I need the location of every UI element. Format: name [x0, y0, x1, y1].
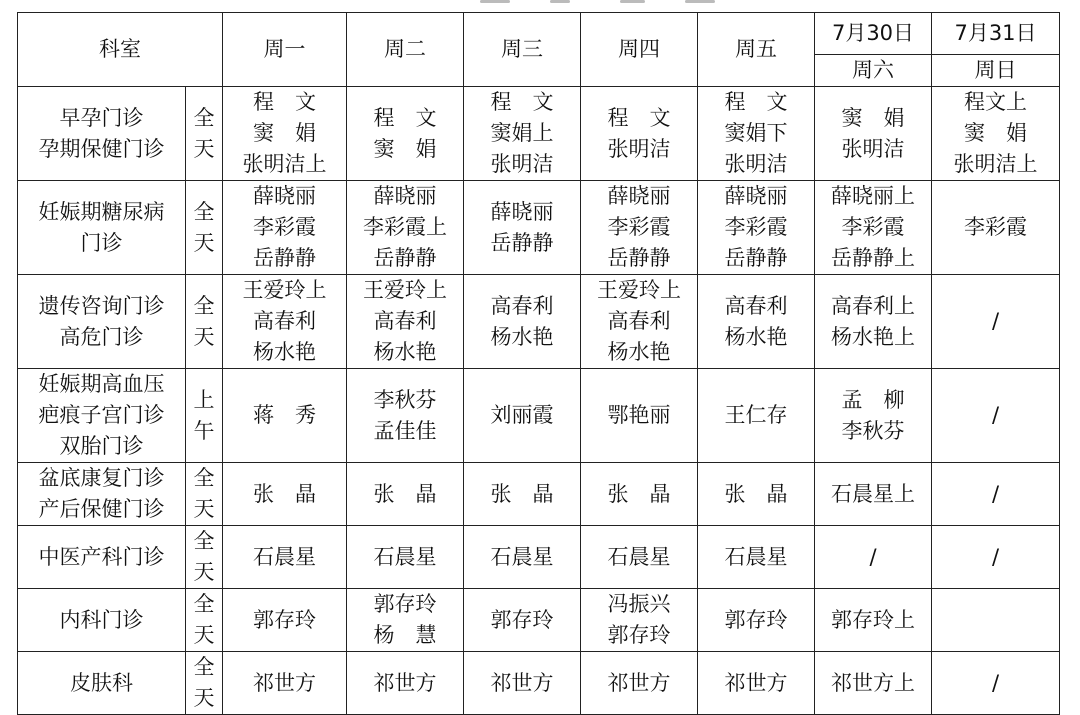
doctor-name: 高春利上 [831, 293, 915, 318]
dept-name [18, 181, 186, 275]
dept-name-line: 皮肤科 [70, 670, 133, 695]
weekend-day-header: 周六 [815, 55, 932, 87]
schedule-row [18, 652, 1060, 715]
doctor-name: 李彩霞 [841, 215, 905, 239]
doctor-name: / [991, 309, 1000, 333]
doctor-name: 张明洁上 [953, 152, 1038, 176]
doctor-cell [932, 369, 1060, 463]
doctor-name: 高春利 [373, 309, 437, 333]
dept-name-line: 中医产科门诊 [38, 544, 165, 569]
weekday-header: 周三 [464, 13, 581, 87]
doctor-cell [932, 463, 1060, 526]
doctor-name: 李彩霞 [607, 215, 671, 239]
doctor-name: 李彩霞 [724, 215, 788, 239]
session-label [186, 275, 223, 369]
doctor-cell [347, 463, 464, 526]
doctor-name: 岳静静 [373, 246, 437, 270]
doctor-name: 杨水艳上 [831, 324, 915, 349]
dept-name-line: 疤痕子宫门诊 [38, 403, 165, 427]
doctor-cell [464, 589, 581, 652]
dept-name-line: 门诊 [80, 230, 123, 255]
doctor-cell [223, 87, 347, 181]
doctor-name: 王仁存 [724, 403, 788, 427]
doctor-name: 石晨星 [607, 544, 671, 569]
doctor-cell [581, 369, 698, 463]
doctor-cell [464, 652, 581, 715]
schedule-row [18, 275, 1060, 369]
doctor-name: 薛晓丽 [253, 184, 316, 208]
session-char: 天 [193, 324, 215, 349]
doctor-cell [932, 275, 1060, 369]
dept-name-line: 孕期保健门诊 [38, 136, 165, 161]
doctor-cell [223, 369, 347, 463]
doctor-name: 李彩霞 [964, 215, 1027, 239]
doctor-name: 程 文 [253, 90, 316, 114]
doctor-name: 王爱玲上 [242, 278, 327, 302]
session-char: 天 [193, 497, 215, 521]
doctor-cell [815, 87, 932, 181]
session-char: 上 [193, 387, 215, 412]
doctor-cell [698, 181, 815, 275]
doctor-name: 杨水艳 [373, 340, 437, 364]
doctor-name: 岳静静上 [831, 246, 915, 270]
doctor-name: 高春利 [724, 293, 788, 318]
doctor-name: / [991, 403, 1000, 427]
doctor-cell [698, 652, 815, 715]
doctor-name: 张 晶 [253, 481, 316, 506]
doctor-cell [698, 275, 815, 369]
doctor-name: 李秋芬 [841, 418, 905, 443]
doctor-name: 郭存玲 [490, 607, 554, 632]
doctor-name: 岳静静 [724, 246, 788, 270]
doctor-name: 岳静静 [490, 230, 554, 255]
header-row [18, 13, 1060, 55]
doctor-cell [347, 181, 464, 275]
doctor-cell [698, 526, 815, 589]
doctor-name: 郭存玲 [253, 607, 316, 632]
doctor-name: 石晨星 [724, 544, 788, 569]
weekend-day-header: 周日 [932, 55, 1060, 87]
schedule-row [18, 526, 1060, 589]
dept-name [18, 275, 186, 369]
doctor-cell [581, 526, 698, 589]
doctor-cell [464, 87, 581, 181]
doctor-name: 高春利 [490, 293, 554, 318]
dept-name [18, 589, 186, 652]
doctor-cell [347, 369, 464, 463]
doctor-name: 程 文 [490, 90, 554, 114]
doctor-cell [223, 652, 347, 715]
doctor-name: 杨水艳 [607, 340, 671, 364]
doctor-cell [698, 589, 815, 652]
session-char: 全 [193, 655, 215, 679]
schedule-row [18, 181, 1060, 275]
dept-name [18, 87, 186, 181]
weekday-header: 周二 [347, 13, 464, 87]
dept-name [18, 526, 186, 589]
doctor-cell [932, 589, 1060, 652]
session-char: 天 [193, 623, 215, 647]
session-char: 午 [193, 418, 215, 443]
doctor-cell [815, 275, 932, 369]
doctor-cell [815, 526, 932, 589]
top-edge-artifact [470, 0, 730, 6]
doctor-cell [347, 87, 464, 181]
doctor-name: 石晨星上 [831, 481, 915, 506]
doctor-name: 石晨星 [373, 544, 437, 569]
doctor-name: 窦 娟 [964, 121, 1027, 145]
doctor-cell [464, 369, 581, 463]
doctor-name: 鄂艳丽 [607, 403, 671, 427]
doctor-name: 窦娟上 [490, 121, 554, 145]
doctor-name: 李彩霞 [253, 215, 316, 239]
doctor-name: 祁世方上 [831, 670, 915, 695]
doctor-name: 孟佳佳 [373, 418, 437, 443]
doctor-cell [223, 589, 347, 652]
doctor-name: 窦 娟 [841, 105, 905, 130]
doctor-name: 杨水艳 [490, 324, 554, 349]
doctor-name: 石晨星 [253, 544, 316, 569]
doctor-cell [932, 87, 1060, 181]
session-char: 全 [193, 105, 215, 130]
doctor-name: / [991, 670, 1000, 695]
session-char: 全 [193, 592, 215, 616]
weekday-header: 周四 [581, 13, 698, 87]
schedule-row [18, 87, 1060, 181]
doctor-cell [932, 181, 1060, 275]
doctor-cell [223, 463, 347, 526]
doctor-name: 张明洁 [724, 152, 788, 176]
doctor-cell [815, 181, 932, 275]
doctor-cell [698, 369, 815, 463]
doctor-cell [347, 275, 464, 369]
session-char: 天 [193, 230, 215, 255]
schedule-row [18, 369, 1060, 463]
doctor-name: 薛晓丽 [724, 184, 788, 208]
weekend-date-header: 7月30日 [815, 13, 932, 55]
doctor-name: 杨水艳 [253, 340, 316, 364]
doctor-name: 高春利 [253, 309, 316, 333]
doctor-name: 蒋 秀 [253, 403, 316, 427]
session-char: 全 [193, 199, 215, 224]
doctor-name: 张明洁上 [242, 152, 327, 176]
doctor-name: 张明洁 [490, 152, 554, 176]
session-label [186, 652, 223, 715]
doctor-name: 祁世方 [724, 670, 788, 695]
doctor-name: 祁世方 [490, 670, 554, 695]
doctor-name: 窦娟下 [724, 121, 788, 145]
doctor-name: 薛晓丽 [373, 184, 437, 208]
session-label [186, 181, 223, 275]
doctor-cell [223, 526, 347, 589]
doctor-cell [932, 652, 1060, 715]
session-label [186, 463, 223, 526]
doctor-name: 祁世方 [607, 670, 671, 695]
dept-name-line: 早孕门诊 [59, 105, 144, 130]
doctor-cell [581, 87, 698, 181]
session-label [186, 369, 223, 463]
doctor-cell [347, 526, 464, 589]
session-label [186, 526, 223, 589]
dept-name-line: 产后保健门诊 [38, 497, 165, 521]
doctor-name: 冯振兴 [607, 592, 671, 616]
dept-name-line: 妊娠期高血压 [38, 372, 165, 396]
session-char: 天 [193, 136, 215, 161]
doctor-name: 程 文 [724, 90, 788, 114]
doctor-cell [464, 181, 581, 275]
schedule-row [18, 589, 1060, 652]
doctor-name: 石晨星 [490, 544, 554, 569]
doctor-name: 高春利 [607, 309, 671, 333]
doctor-name: 岳静静 [607, 246, 671, 270]
doctor-name: 张 晶 [373, 481, 437, 506]
session-char: 天 [193, 686, 215, 710]
doctor-name: 张 晶 [490, 481, 554, 506]
doctor-name: 程 文 [607, 105, 671, 130]
doctor-name: 王爱玲上 [597, 278, 681, 302]
doctor-cell [223, 181, 347, 275]
doctor-name: 程 文 [373, 105, 437, 130]
doctor-name: 薛晓丽 [607, 184, 671, 208]
dept-name-line: 内科门诊 [59, 607, 144, 632]
doctor-cell [464, 463, 581, 526]
doctor-name: 薛晓丽上 [831, 184, 915, 208]
doctor-name: 郭存玲 [607, 623, 671, 647]
doctor-name: 郭存玲 [724, 607, 788, 632]
doctor-cell [932, 526, 1060, 589]
session-char: 天 [193, 560, 215, 584]
dept-name-line: 遗传咨询门诊 [38, 293, 165, 318]
doctor-cell [815, 589, 932, 652]
doctor-name: 窦 娟 [373, 136, 437, 161]
doctor-cell [581, 181, 698, 275]
doctor-name: 张明洁 [607, 136, 671, 161]
session-char: 全 [193, 293, 215, 318]
doctor-name: 李彩霞上 [363, 215, 447, 239]
session-char: 全 [193, 466, 215, 490]
dept-header: 科室 [18, 13, 223, 87]
doctor-cell [223, 275, 347, 369]
doctor-name: / [991, 481, 1000, 506]
dept-name-line: 双胎门诊 [59, 434, 144, 458]
dept-name [18, 369, 186, 463]
schedule-row [18, 463, 1060, 526]
doctor-cell [581, 275, 698, 369]
doctor-name: 张 晶 [607, 481, 671, 506]
doctor-name: 孟 柳 [841, 387, 905, 412]
doctor-cell [815, 652, 932, 715]
doctor-name: 李秋芬 [373, 387, 437, 412]
doctor-name: 杨水艳 [724, 324, 788, 349]
dept-name-line: 妊娠期糖尿病 [38, 199, 165, 224]
doctor-cell [698, 463, 815, 526]
doctor-name: 岳静静 [253, 246, 316, 270]
doctor-cell [815, 369, 932, 463]
weekday-header: 周五 [698, 13, 815, 87]
weekday-header: 周一 [223, 13, 347, 87]
doctor-name: / [991, 544, 1000, 569]
doctor-name: 祁世方 [373, 670, 437, 695]
doctor-name: 程文上 [964, 90, 1027, 114]
doctor-name: 张 晶 [724, 481, 788, 506]
dept-name-line: 高危门诊 [59, 324, 144, 349]
doctor-name: 郭存玲 [373, 592, 437, 616]
doctor-cell [581, 463, 698, 526]
dept-name-line: 盆底康复门诊 [38, 466, 165, 490]
session-label [186, 589, 223, 652]
doctor-cell [464, 526, 581, 589]
dept-name [18, 463, 186, 526]
session-label [186, 87, 223, 181]
doctor-name: 王爱玲上 [363, 278, 447, 302]
doctor-cell [581, 589, 698, 652]
session-char: 全 [193, 529, 215, 553]
doctor-name: 祁世方 [253, 670, 316, 695]
doctor-name: 窦 娟 [253, 121, 316, 145]
doctor-cell [815, 463, 932, 526]
doctor-cell [581, 652, 698, 715]
dept-name [18, 652, 186, 715]
doctor-cell [464, 275, 581, 369]
weekend-date-header: 7月31日 [932, 13, 1060, 55]
doctor-cell [347, 589, 464, 652]
doctor-cell [698, 87, 815, 181]
doctor-cell [347, 652, 464, 715]
doctor-name: 薛晓丽 [490, 199, 554, 224]
doctor-name: 刘丽霞 [490, 403, 554, 427]
doctor-name: 杨 慧 [373, 623, 437, 647]
doctor-name: / [869, 544, 877, 569]
doctor-name: 郭存玲上 [831, 607, 915, 632]
clinic-schedule-table [17, 12, 1060, 715]
doctor-name: 张明洁 [841, 136, 905, 161]
